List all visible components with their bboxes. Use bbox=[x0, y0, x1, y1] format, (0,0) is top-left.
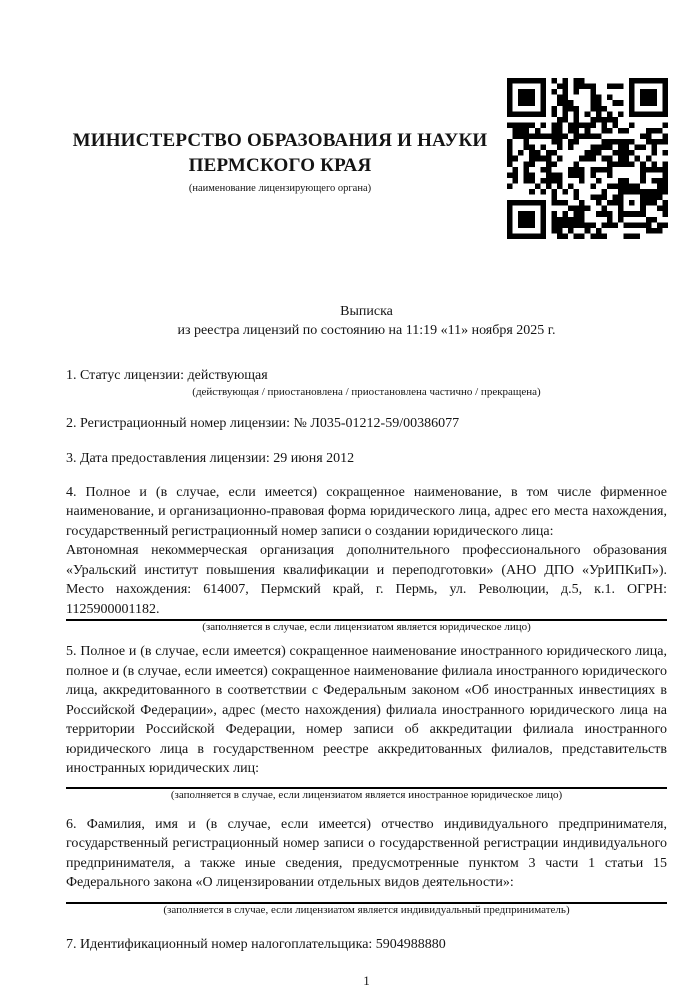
item-5-caption: (заполняется в случае, если лицензиатом является иностранное юридическое лицо) bbox=[170, 788, 563, 801]
authority-name bbox=[66, 128, 494, 178]
item-1-caption: (действующая / приостановлена / приостановлена частично / прекращена) bbox=[192, 385, 541, 398]
page-number: 1 bbox=[363, 973, 370, 988]
authority-name-line-2: ПЕРМСКОГО КРАЯ bbox=[188, 155, 372, 176]
item-5-foreign-entity bbox=[66, 642, 667, 802]
document-title bbox=[66, 302, 667, 340]
qr-code-icon bbox=[507, 78, 668, 239]
document-header bbox=[0, 0, 700, 239]
item-4-value: Автономная некоммерческая организация дополнительного профессионального образования «Уральский институт повышения квалификации и переподготовки» (АНО ДПО «УрИПКиП»). Место нахождения: 614007, Пермский край, г. Пермь, ул. Революции, д.5, к.1. ОГРН: 1125900001182. bbox=[66, 541, 667, 621]
item-5-value-blank-line bbox=[66, 779, 667, 789]
document-title-line-2: из реестра лицензий по состоянию на 11:19 «11» ноября 2025 г. bbox=[177, 323, 556, 338]
item-4-legal-entity bbox=[66, 483, 667, 635]
item-1-text: 1. Статус лицензии: действующая bbox=[66, 368, 268, 383]
item-6-caption: (заполняется в случае, если лицензиатом является индивидуальный предприниматель) bbox=[163, 903, 570, 916]
item-7-text: 7. Идентификационный номер налогоплательщика: 5904988880 bbox=[66, 936, 446, 952]
document-body bbox=[66, 366, 667, 989]
item-2-text: 2. Регистрационный номер лицензии: № Л035-01212-59/00386077 bbox=[66, 415, 460, 431]
item-1-license-status bbox=[66, 366, 667, 399]
item-4-text: 4. Полное и (в случае, если имеется) сокращенное наименование, в том числе фирменное наименование, и организационно-правовая форма юридического лица, адрес его места нахождения, государственный регистрационный номер записи о создании юридического лица: bbox=[66, 484, 667, 539]
authority-name-line-1: МИНИСТЕРСТВО ОБРАЗОВАНИЯ И НАУКИ bbox=[72, 130, 488, 151]
item-6-text: 6. Фамилия, имя и (в случае, если имеется) отчество индивидуального предпринимателя, государственный регистрационный номер записи о государственной регистрации индивидуального предпринимателя, а также иные сведения, предусмотренные пунктом 3 части 1 статьи 15 Федерального закона «О лицензировании отдельных видов деятельности»: bbox=[66, 816, 667, 890]
item-4-caption: (заполняется в случае, если лицензиатом является юридическое лицо) bbox=[202, 621, 531, 633]
item-3-grant-date bbox=[66, 449, 667, 469]
document-title-line-1: Выписка bbox=[340, 304, 393, 319]
item-6-value-blank-line bbox=[66, 893, 667, 904]
item-2-registration-number bbox=[66, 414, 667, 434]
licensing-authority bbox=[66, 78, 494, 195]
item-7-taxpayer-number bbox=[66, 935, 667, 955]
authority-name-caption: (наименование лицензирующего органа) bbox=[188, 183, 372, 194]
item-3-text: 3. Дата предоставления лицензии: 29 июня 2012 bbox=[66, 451, 355, 466]
item-6-individual-entrepreneur bbox=[66, 815, 667, 917]
item-5-text: 5. Полное и (в случае, если имеется) сокращенное наименование иностранного юридического лица, полное и (в случае, если имеется) сокращенное наименование филиала иностранного юридического лица, аккредитованного в соответствии с Федеральным законом «Об иностранных инвестициях в Российской Федерации», адрес (место нахождения) филиала иностранного юридического лица на территории Российской Федерации, номер записи об аккредитации филиала иностранного юридического лица в государственном реестре аккредитованных филиалов, представительств иностранных юридических лиц: bbox=[66, 644, 667, 776]
